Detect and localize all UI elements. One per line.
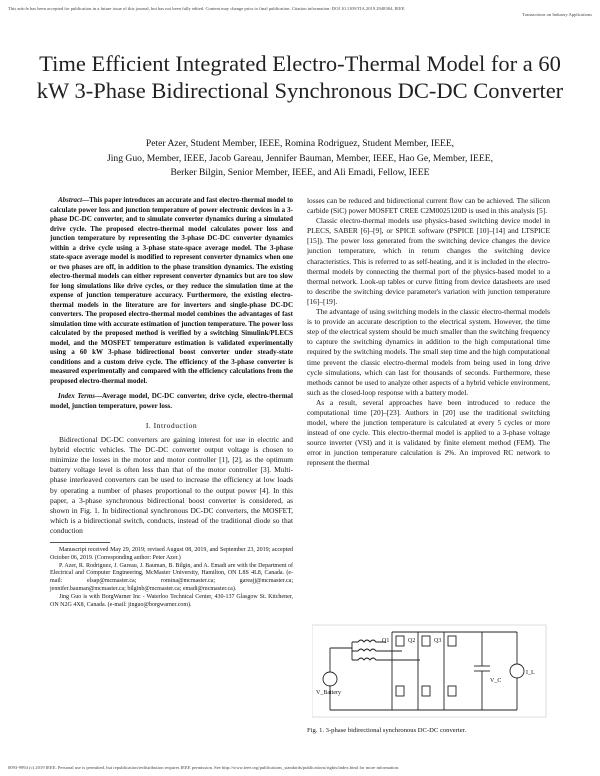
footnote: Manuscript received May 29, 2019; revised August 08, 2019, and September 23, 2019; accepted October 06, 2019. (Corresponding author: Peter Azer.) bbox=[50, 547, 293, 561]
journal-name: Transactions on Industry Applications bbox=[522, 12, 592, 17]
abstract bbox=[50, 196, 293, 386]
inductor-1 bbox=[352, 640, 386, 642]
author-line: Jing Guo, Member, IEEE, Jacob Gareau, Jennifer Bauman, Member, IEEE, Hao Ge, Member, IEEE, bbox=[107, 152, 493, 164]
body-paragraph: The advantage of using switching models in the classic electro-thermal models is to provide an accurate description to the electrical system. However, the time step of the electrical system should be much smaller than the switching frequency to capture the switching dynamics in addition to the high computational time required by the switching models. The small step time and the high computational time prevent the classic electro-thermal models from being used in long drive cycle simulations, which can last for thousands of seconds. Furthermore, these methods cannot be used to analyze other aspects of a hybrid vehicle environment, such as the closed-loop response with a battery model. bbox=[307, 307, 550, 397]
inductor-2 bbox=[352, 649, 402, 651]
acceptance-notice: This article has been accepted for publication in a future issue of this journal, but has not been fully edited. Content may change prior to final publication. Citation information: DOI 10.1109/TIA.2019.2948304, IEEE bbox=[8, 6, 405, 11]
author-line: Berker Bilgin, Senior Member, IEEE, and Ali Emadi, Fellow, IEEE bbox=[170, 167, 430, 178]
section-heading: I. Introduction bbox=[145, 421, 198, 430]
author-line: Peter Azer, Student Member, IEEE, Romina Rodriguez, Student Member, IEEE, bbox=[145, 138, 455, 149]
load-source-symbol bbox=[510, 664, 524, 678]
phase-leg-3 bbox=[444, 632, 456, 710]
index-terms-label: Index Terms bbox=[58, 392, 96, 400]
left-column bbox=[50, 196, 293, 609]
author-list bbox=[40, 137, 560, 181]
vbattery-label: V_Battery bbox=[316, 690, 341, 696]
running-header bbox=[8, 6, 592, 18]
footnote: Jing Guo is with BorgWarner Inc - Waterloo Technical Center, 430-137 Glasgow St. Kitchener, ON N2G 4X8, Canada. (e-mail: jinguo@borgwarner.com). bbox=[50, 593, 293, 608]
abstract-label: Abstract bbox=[58, 196, 83, 204]
figure-caption: Fig. 1. 3-phase bidirectional synchronous DC-DC converter. bbox=[307, 727, 467, 734]
paper-title: Time Efficient Integrated Electro-Thermal Model for a 60 kW 3-Phase Bidirectional Synchronous DC-DC Converter bbox=[36, 51, 564, 103]
index-terms-text: —Average model, DC-DC converter, drive cycle, electro-thermal model, junction temperature, power loss. bbox=[50, 392, 293, 410]
q2-label: Q2 bbox=[408, 638, 416, 644]
load-label: I_L bbox=[526, 670, 535, 676]
q1-label: Q1 bbox=[382, 638, 390, 644]
converter-schematic bbox=[312, 624, 548, 719]
figure-frame bbox=[312, 625, 546, 717]
vc-label: V_C bbox=[490, 678, 502, 684]
battery-source-symbol bbox=[323, 672, 337, 686]
body-paragraph: As a result, several approaches have been introduced to reduce the computational time [20]–[23]. Authors in [20] use the traditional switching model, where the junction temperature is calculated at every 5 cycles or more instead of one cycle. This electro-thermal model is applied to a 3-phase voltage source inverter (VSI) and it is validated by finite element method (FEM). The error in junction temperature calculation is 2%. An improved RC network to represent the thermal bbox=[307, 397, 550, 468]
phase-leg-1 bbox=[392, 632, 404, 710]
body-paragraph: losses can be reduced and bidirectional current flow can be achieved. The silicon carbide (SiC) power MOSFET CREE C2M0025120D is used in this analysis [5]. bbox=[307, 196, 550, 216]
index-terms bbox=[50, 392, 293, 411]
footnote: P. Azer, R. Rodriguez, J. Gareau, J. Bauman, B. Bilgin, and A. Emadi are with the Department of Electrical and Computer Engineering, McMaster University, Hamilton, ON L8S 4L8, Canada. (e-mail: elsap@mcmaster.ca; romina@mcmaster.ca; gareajj@mcmaster.ca; jennifer.bauman@mcmaster.ca; bilginb@mcmaster.ca; emadi@mcmaster.ca). bbox=[50, 562, 293, 593]
right-column bbox=[307, 196, 550, 469]
q3-label: Q3 bbox=[434, 638, 442, 644]
footnote-rule bbox=[50, 542, 110, 543]
inductor-3 bbox=[352, 658, 420, 660]
body-paragraph: Classic electro-thermal models use physics-based switching device model in PLECS, SABER [6]–[9], or SPICE software (PSPICE [10]–[14] and LTSPICE [15]). The power loss generated from the switching device changes the device junction temperature, which in return changes the switching device characteristics. This is referred to as self-heating, and it is included in the electro-thermal models by connecting the thermal port of the physics-based model to a thermal network. Look-up tables or curve fitting from device datasheets are used to describe the switching device parameter's variation with junction temperature [16]–[19]. bbox=[307, 216, 550, 306]
copyright-footer: 0093-9994 (c) 2019 IEEE. Personal use is permitted, but republication/redistribution requires IEEE permission. See http://www.ieee.org/publications_standards/publications/rights/index.html for more information. bbox=[8, 765, 400, 770]
abstract-text: —This paper introduces an accurate and fast electro-thermal model to calculate power loss and junction temperature of power electronic devices in a 3-phase DC-DC converter, and to simulate converter dynamics during a simulated drive cycle. The proposed electro-thermal model calculates power loss and junction temperature by representing the 3-phase DC-DC converter dynamics within a drive cycle using a 3-phase state-space average model. The 3-phase state-space average model is modified to represent converter dynamics when one or two phases are off, in addition to the phase transition dynamics. The existing electro-thermal models can either represent converter dynamics but are too slow for long simulations like drive cycles, or they reduce the simulation time at the expense of junction temperature accuracy. Furthermore, the existing electro-thermal models in the literature are for inverters and single-phase DC-DC converters. The proposed electro-thermal model combines the advantages of fast simulation time with accurate estimation of junction temperature. The power loss calculated by the proposed method is verified by a switching Simulink/PLECS model, and the MOSFET temperature estimation is validated experimentally using a 60 kW 3-phase bidirectional boost converter under steady-state conditions and a custom drive cycle. The efficiency of the 3-phase converter is measured experimentally and compared with the efficiency calculations from the proposed electro-thermal model. bbox=[50, 196, 293, 385]
phase-leg-2 bbox=[418, 632, 430, 710]
intro-paragraph: Bidirectional DC-DC converters are gaining interest for use in electric and hybrid electric vehicles. The DC-DC converter output voltage is chosen to minimize the losses in the motor and motor controller [1], [2], as the optimum battery voltage level is often less than that of the motor controller [3]. Multi-phase interleaved converters can be used to increase the efficiency at low loads by operating a number of phases proportional to the output power [4]. In this paper, a 3-phase synchronous bidirectional boost converter is considered, as shown in Fig. 1. In bidirectional synchronous DC-DC converters, the MOSFET, which is a bidirectional switch, conducts, instead of the traditional diode so that conduction bbox=[50, 435, 293, 535]
